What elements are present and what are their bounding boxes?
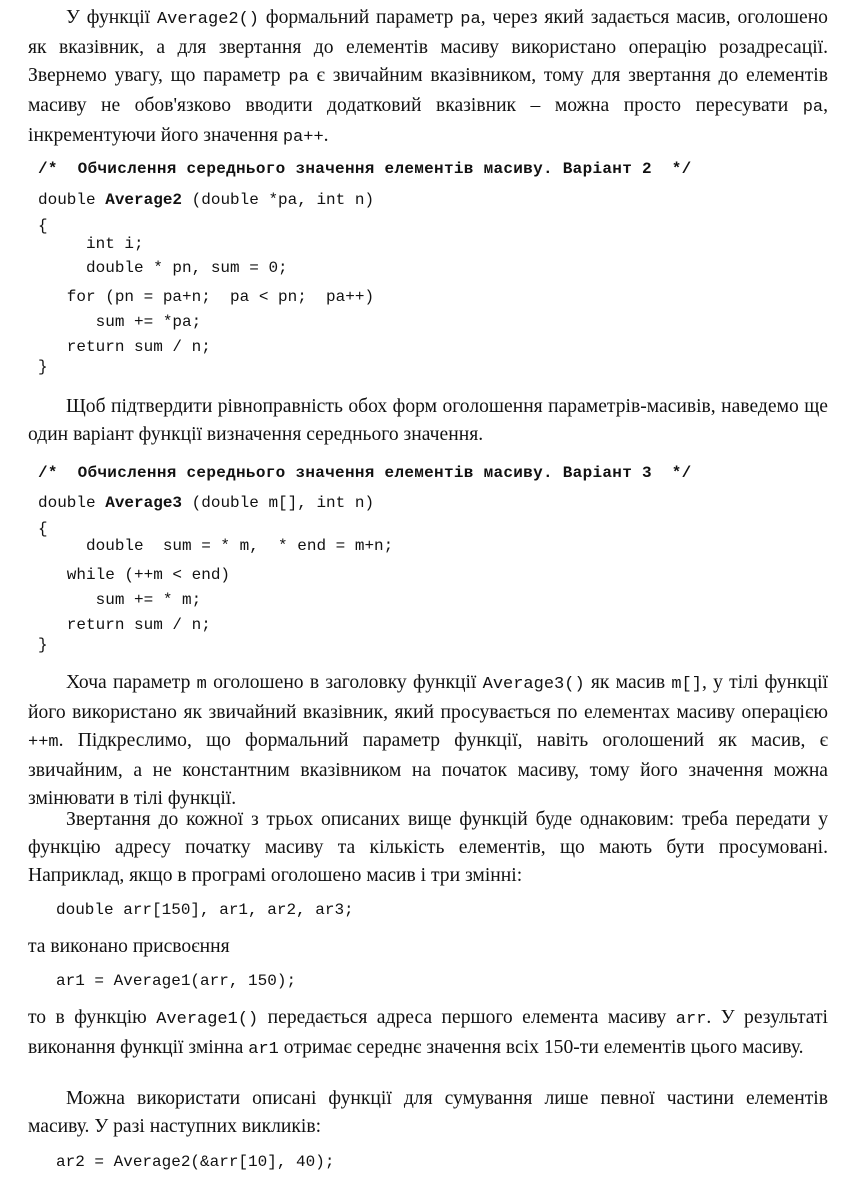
code-function-header <box>38 494 374 512</box>
inline-code: m <box>196 675 207 694</box>
code-line-declaration: double arr[150], ar1, ar2, ar3; <box>56 901 354 919</box>
text-fragment: , через який задається масив, оголошено як вказівник, а для звертання до елементів масиву використано операцію розадресації. Звернемо увагу, що параметр <box>28 7 828 86</box>
text-fragment: Щоб підтвердити рівноправність обох форм оголошення параметрів-масивів, наведемо ще один варіант функції визначення середнього значення. <box>28 396 828 445</box>
text-fragment: , інкрементуючи його значення <box>28 95 828 146</box>
text-fragment: отримає середнє значення всіх 150-ти елементів цього масиву. <box>278 1037 804 1058</box>
code-line: return sum / n; <box>38 616 211 634</box>
paragraph-function-calls <box>28 806 828 890</box>
code-line: sum += *pa; <box>38 313 202 331</box>
text-fragment: . У результаті виконання функції змінна <box>28 1007 828 1058</box>
text-fragment: то в функцію <box>28 1007 157 1028</box>
inline-code: pa <box>288 68 309 87</box>
inline-code: pa <box>460 10 481 29</box>
code-function-name: Average2 <box>105 191 183 209</box>
code-token: double <box>38 494 106 512</box>
text-fragment: формальний параметр <box>259 7 461 28</box>
inline-code: m[] <box>671 675 702 694</box>
paragraph-average3-description <box>28 669 828 813</box>
inline-code: arr <box>675 1010 707 1029</box>
code-comment: /* Обчислення середнього значення елементів масиву. Варіант 2 */ <box>38 160 692 178</box>
code-line: sum += * m; <box>38 591 202 609</box>
code-line: return sum / n; <box>38 338 211 356</box>
inline-code: Average3() <box>482 675 585 694</box>
text-fragment: оголошено в заголовку функції <box>206 672 483 693</box>
code-token: (double m[], int n) <box>182 494 375 512</box>
code-token: (double *pa, int n) <box>182 191 375 209</box>
inline-code: Average2() <box>156 10 260 29</box>
code-line: for (pn = pa+n; pa < pn; pa++) <box>38 288 375 306</box>
code-line: double * pn, sum = 0; <box>38 259 288 277</box>
inline-code: ar1 <box>248 1040 279 1059</box>
text-fragment: , у тілі функції його використано як звичайний вказівник, який просувається по елементах масиву операцією <box>28 672 828 723</box>
inline-code: pa <box>802 98 824 117</box>
text-fragment: Хоча параметр <box>66 672 197 693</box>
paragraph-average1-result <box>28 1004 828 1064</box>
paragraph-assignment <box>28 933 828 961</box>
code-line-call: ar2 = Average2(&arr[10], 40); <box>56 1153 335 1171</box>
code-token: double <box>38 191 106 209</box>
text-fragment: У функції <box>66 7 157 28</box>
code-comment: /* Обчислення середнього значення елементів масиву. Варіант 3 */ <box>38 464 692 482</box>
inline-code: ++m <box>28 733 59 752</box>
code-line: { <box>38 217 48 235</box>
code-line: } <box>38 358 48 376</box>
code-function-name: Average3 <box>105 494 183 512</box>
text-fragment: передається адреса першого елемента масиву <box>258 1007 676 1028</box>
text-fragment: . Підкреслимо, що формальний параметр функції, навіть оголошений як масив, є звичайним, а не константним вказівником на початок масиву, тому його значення можна змінювати в тілі функції. <box>28 730 828 809</box>
code-function-header <box>38 191 374 209</box>
text-fragment: Можна використати описані функції для сумування лише певної частини елементів масиву. У разі наступних викликів: <box>28 1088 828 1137</box>
code-line: double sum = * m, * end = m+n; <box>38 537 394 555</box>
text-fragment: та виконано присвоєння <box>28 936 230 957</box>
code-line: { <box>38 520 48 538</box>
code-line: while (++m < end) <box>38 566 231 584</box>
paragraph-average2-description <box>28 4 828 152</box>
text-fragment: як масив <box>584 672 672 693</box>
code-line: int i; <box>38 235 144 253</box>
paragraph-partial-sum <box>28 1085 828 1141</box>
text-fragment: . <box>323 125 329 146</box>
text-fragment: є звичайним вказівником, тому для звертання до елементів масиву не обов'язково вводити додатковий вказівник – можна просто пересувати <box>28 65 829 116</box>
code-line: } <box>38 636 48 654</box>
text-fragment: Звертання до кожної з трьох описаних вище функцій буде однаковим: треба передати у функцію адресу початку масиву та кількість елементів, що мають бути просумовані. Наприклад, якщо в програмі оголошено масив і три змінні: <box>28 809 828 886</box>
paragraph-equivalence <box>28 393 828 449</box>
inline-code: Average1() <box>156 1010 259 1029</box>
inline-code: pa++ <box>282 128 324 147</box>
code-line-assignment: ar1 = Average1(arr, 150); <box>56 972 297 990</box>
